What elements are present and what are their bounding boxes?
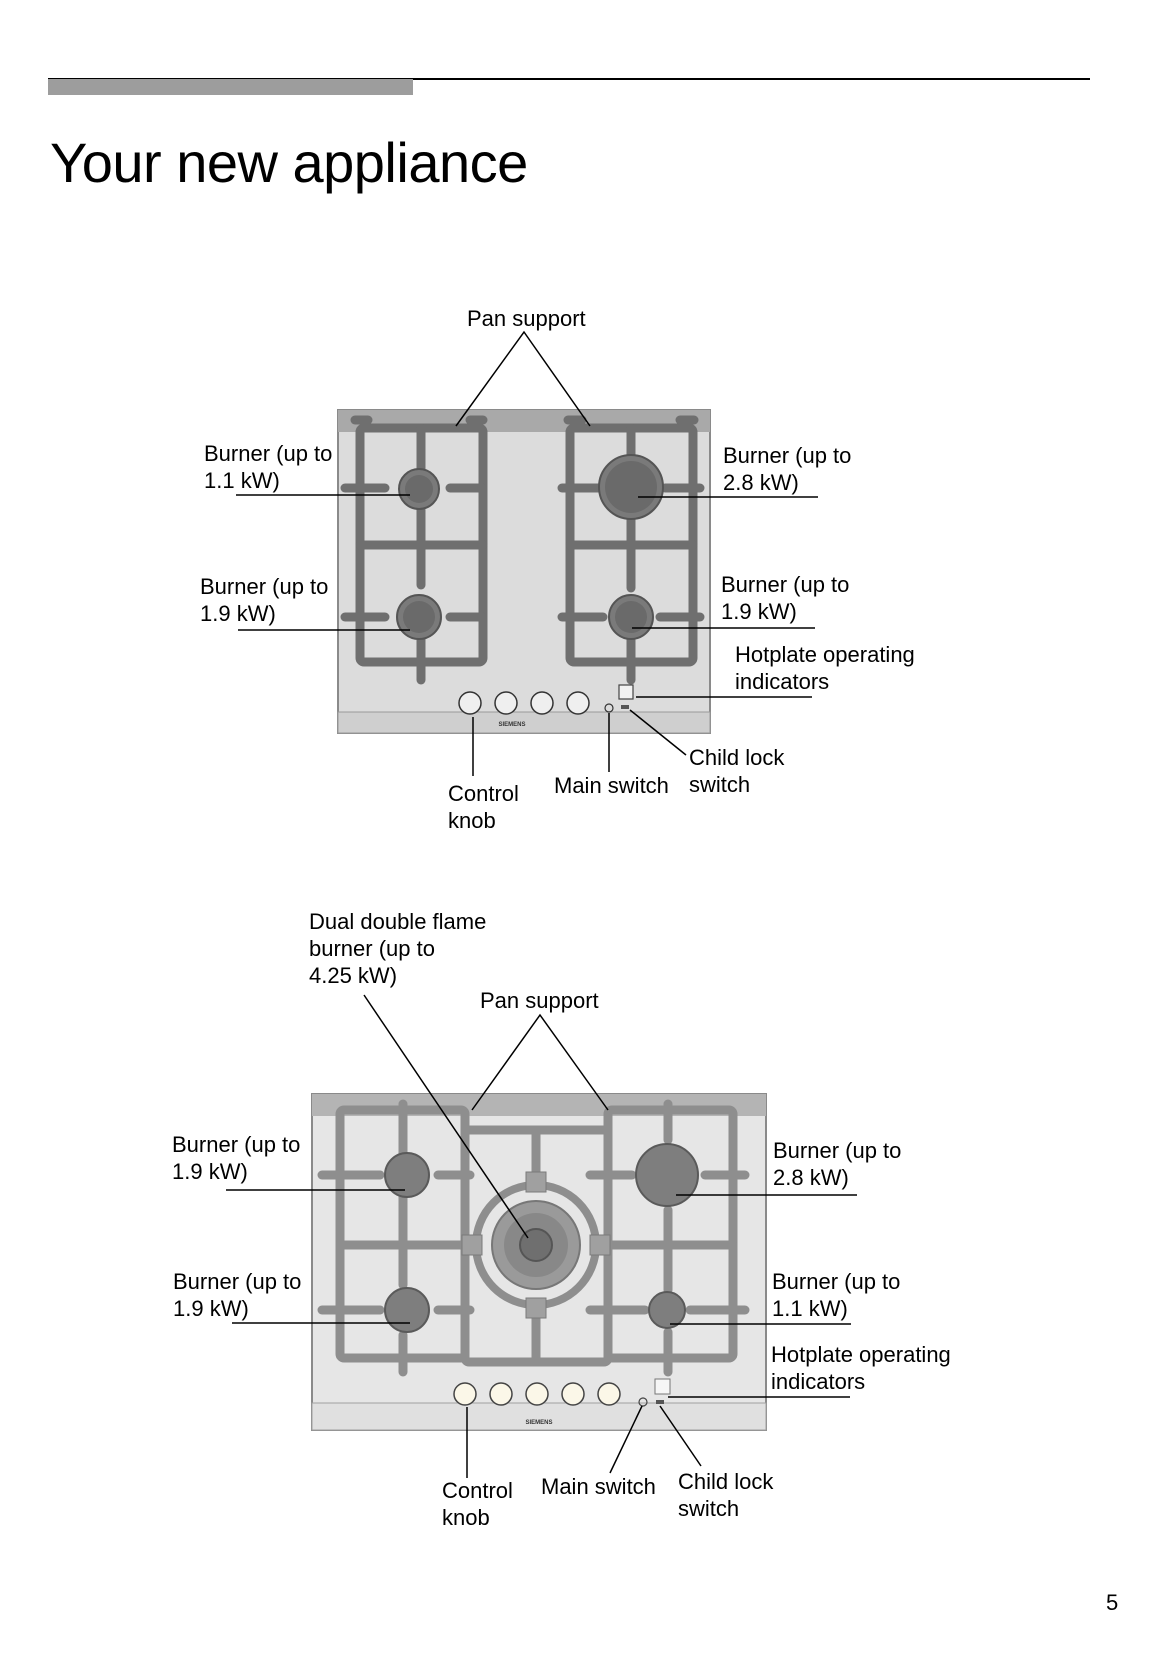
label-control-knob-1: Control knob [448, 781, 519, 833]
label-pan-support-1: Pan support [467, 306, 586, 331]
label-burner-1-1kw: Burner (up to 1.1 kW) [204, 441, 333, 493]
hotplate-indicator-icon-2 [655, 1379, 670, 1394]
label-control-knob-2: Control knob [442, 1478, 513, 1530]
page-title: Your new appliance [50, 131, 528, 194]
label-dual-flame-burner: Dual double flame burner (up to 4.25 kW) [309, 909, 487, 988]
label-burner-1-1kw-right: Burner (up to 1.1 kW) [772, 1269, 901, 1321]
burner-2-8kw-right-icon [636, 1144, 698, 1206]
label-hotplate-indicators-2: Hotplate operating indicators [771, 1342, 951, 1394]
child-lock-icon-2 [656, 1400, 664, 1404]
label-burner-1-9kw-bottom-left: Burner (up to 1.9 kW) [173, 1269, 302, 1321]
label-child-lock-2: Child lock switch [678, 1469, 774, 1521]
label-burner-2-8kw: Burner (up to 2.8 kW) [723, 443, 852, 495]
brand-mark-1: SIEMENS [498, 722, 526, 728]
burner-1-1kw-right-icon [649, 1292, 685, 1328]
brand-mark-2: SIEMENS [525, 1420, 553, 1426]
label-child-lock-1: Child lock switch [689, 745, 785, 797]
label-hotplate-indicators-1: Hotplate operating indicators [735, 642, 915, 694]
label-burner-1-9kw-left: Burner (up to 1.9 kW) [200, 574, 329, 626]
burner-1-9kw-bottom-left-icon [385, 1288, 429, 1332]
label-burner-1-9kw-right: Burner (up to 1.9 kW) [721, 572, 850, 624]
page-number: 5 [1106, 1590, 1119, 1615]
label-main-switch-1: Main switch [554, 773, 669, 798]
label-burner-1-9kw-top-left: Burner (up to 1.9 kW) [172, 1132, 301, 1184]
label-burner-2-8kw-right: Burner (up to 2.8 kW) [773, 1138, 902, 1190]
label-pan-support-2: Pan support [480, 988, 599, 1013]
label-main-switch-2: Main switch [541, 1474, 656, 1499]
dual-flame-burner-icon [492, 1201, 580, 1289]
